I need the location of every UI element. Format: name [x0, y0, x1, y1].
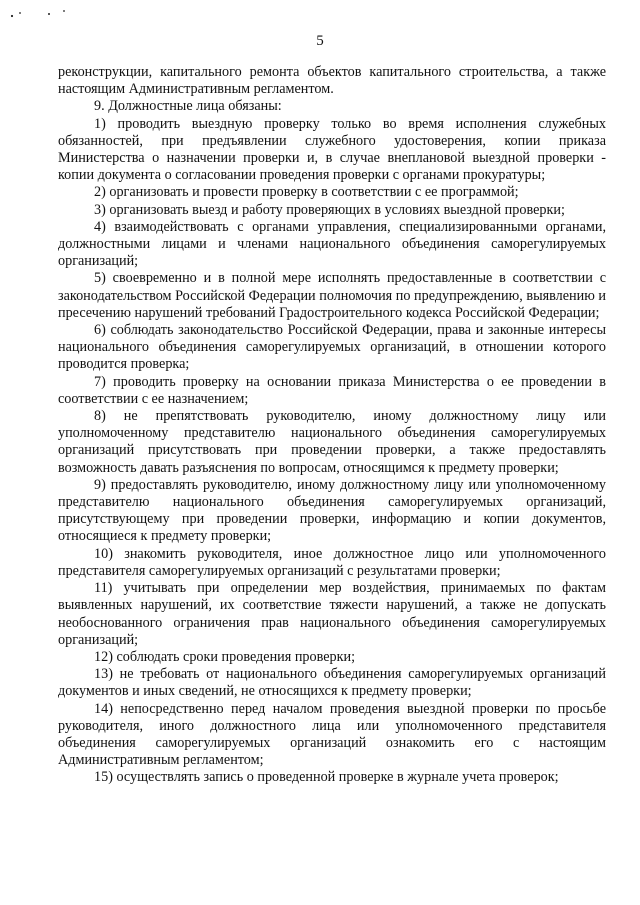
list-item-8: 8) не препятствовать руководителю, иному должностному лицу или уполномоченному представителю национального объединения саморегулируемых организаций присутствовать при проведении проверки, а также предоставлять возможность давать разъяснения по вопросам, относящимся к предмету проверки;: [58, 408, 606, 476]
list-item-6: 6) соблюдать законодательство Российской Федерации, права и законные интересы национального объединения саморегулируемых организаций, в отношении которого проводится проверка;: [58, 322, 606, 373]
list-item-5: 5) своевременно и в полной мере исполнять предоставленные в соответствии с законодательством Российской Федерации полномочия по предупреждению, выявлению и пресечению нарушений требований Градостроительного кодекса Российской Федерации;: [58, 270, 606, 321]
document-body: [58, 64, 606, 787]
list-item-3: 3) организовать выезд и работу проверяющих в условиях выездной проверки;: [94, 201, 565, 218]
list-item-12: 12) соблюдать сроки проведения проверки;: [94, 648, 356, 665]
list-item-10: 10) знакомить руководителя, иное должностное лицо или уполномоченного представителя саморегулируемых организаций с результатами проверки;: [58, 545, 606, 579]
scan-specks: [6, 2, 76, 22]
page-number: 5: [316, 33, 324, 49]
list-item-14: 14) непосредственно перед началом проведения выездной проверки по просьбе руководителя, иного должностного лица или уполномоченного представителя объединения саморегулируемых организаций ознакомить его с настоящим Административным регламентом;: [58, 700, 606, 769]
list-item-9: 9) предоставлять руководителю, иному должностному лицу или уполномоченному представителю национального объединения саморегулируемых организаций, присутствующему при проведении проверки, информацию и копии документов, относящиеся к предмету проверки;: [58, 476, 606, 545]
list-item-7: 7) проводить проверку на основании приказа Министерства о ее проведении в соответствии с ее назначением;: [58, 373, 606, 407]
paragraph-continuation: реконструкции, капитального ремонта объектов капитального строительства, а также настоящим Административным регламентом.: [58, 64, 606, 98]
list-item-2: 2) организовать и провести проверку в соответствии с ее программой;: [94, 184, 519, 201]
list-item-13: 13) не требовать от национального объединения саморегулируемых организаций документов и иных сведений, не относящихся к предмету проверки;: [58, 666, 606, 700]
list-item-11: 11) учитывать при определении мер воздействия, принимаемых по фактам выявленных нарушений, их соответствие тяжести нарушений, а также не допускать необоснованного ограничения прав национального объединения саморегулируемых организаций;: [58, 580, 606, 648]
list-item-4: 4) взаимодействовать с органами управления, специализированными органами, должностными лицами и членами национального объединения саморегулируемых организаций;: [58, 218, 606, 270]
list-item-15: 15) осуществлять запись о проведенной проверке в журнале учета проверок;: [94, 769, 559, 786]
list-item-1: 1) проводить выездную проверку только во время исполнения служебных обязанностей, при предъявлении служебного удостоверения, копии приказа Министерства о назначении проверки и, в случае внеплановой выездной проверки - копии документа о согласовании проведения проверки с органами прокуратуры;: [58, 115, 606, 184]
paragraph-section-9-heading: 9. Должностные лица обязаны:: [94, 98, 282, 115]
